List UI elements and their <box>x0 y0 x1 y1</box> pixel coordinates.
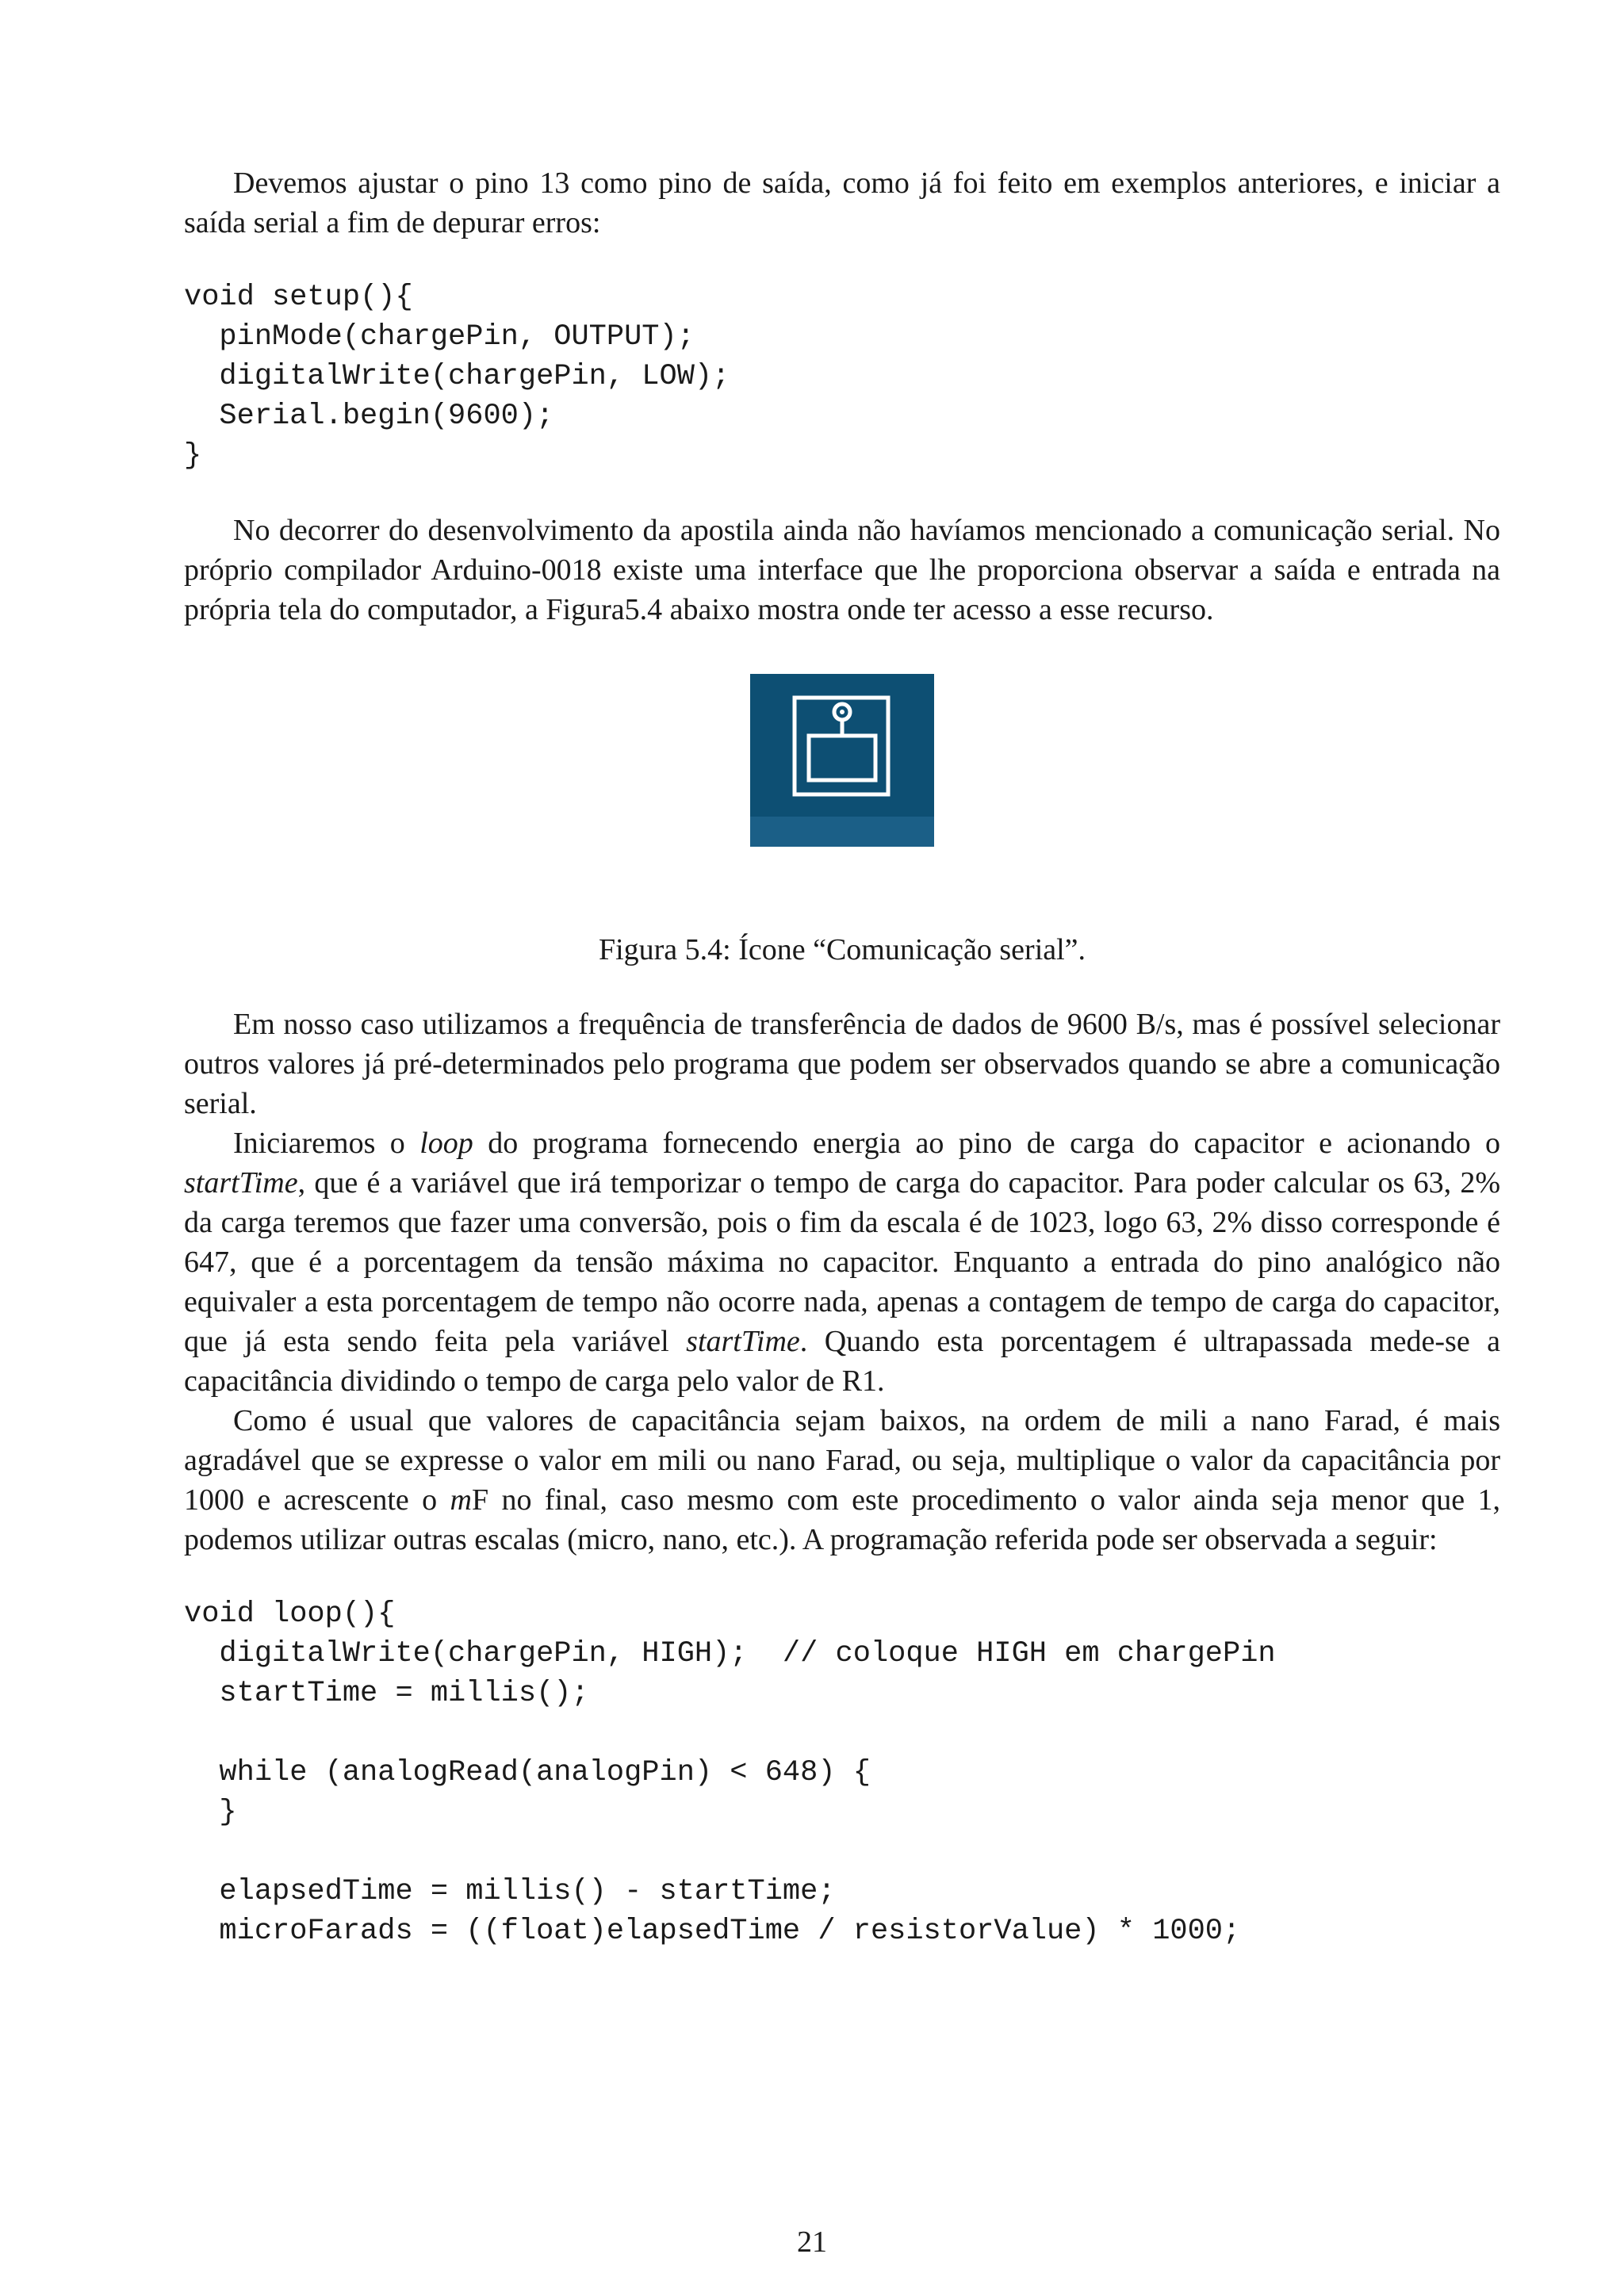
code-line <box>184 1832 1500 1872</box>
code-line: microFarads = ((float)elapsedTime / resistorValue) * 1000; <box>184 1915 1241 1948</box>
paragraph-units <box>184 1401 1500 1559</box>
code-line: digitalWrite(chargePin, HIGH); // coloque HIGH em chargePin <box>184 1637 1276 1670</box>
paragraph-loop <box>184 1123 1500 1401</box>
text: Como é usual que valores de capacitância sejam baixos, na ordem de mili a nano Farad, é mais agradável que se expresse o valor em mili ou nano Farad, ou seja, multiplique o valor da capacitância por 1000 e acrescente o <box>184 1404 1500 1517</box>
code-line: digitalWrite(chargePin, LOW); <box>184 360 730 393</box>
figure-5-4 <box>184 674 1500 970</box>
serial-monitor-icon <box>750 674 934 847</box>
code-line: void loop(){ <box>184 1598 396 1631</box>
text: F no final, caso mesmo com este procedimento o valor ainda seja menor que 1, podemos utilizar outras escalas (micro, nano, etc.). A programação referida pode ser observada a seguir: <box>184 1483 1500 1556</box>
code-line <box>184 1713 1500 1753</box>
page-content <box>184 163 1500 1951</box>
unit-m: m <box>450 1483 472 1517</box>
code-line: } <box>184 439 202 473</box>
code-line: elapsedTime = millis() - startTime; <box>184 1875 836 1908</box>
code-line: startTime = millis(); <box>184 1677 589 1710</box>
text: , que é a variável que irá temporizar o tempo de carga do capacitor. Para poder calcular os 63, 2% da carga teremos que fazer uma conversão, pois o fim da escala é de 1023, logo 63, 2% disso corresponde é 647, que é a porcentagem da tensão máxima no capacitor. Enquanto a entrada do pino analógico não equivaler a esta porcentagem de tempo não ocorre nada, apenas a contagem de tempo de carga do capacitor, que já esta sendo feita pela variável <box>184 1166 1500 1358</box>
paragraph-intro: Devemos ajustar o pino 13 como pino de saída, como já foi feito em exemplos anteriores, e iniciar a saída serial a fim de depurar erros: <box>184 166 1500 239</box>
code-block-loop <box>184 1594 1500 1951</box>
code-line: while (analogRead(analogPin) < 648) { <box>184 1756 871 1789</box>
term-loop: loop <box>419 1127 473 1160</box>
code-line: Serial.begin(9600); <box>184 400 554 433</box>
icon-bottom-strip <box>750 817 934 847</box>
term-starttime: startTime <box>686 1325 800 1358</box>
term-starttime: startTime <box>184 1166 298 1200</box>
paragraph-serial: No decorrer do desenvolvimento da apostila ainda não havíamos mencionado a comunicação serial. No próprio compilador Arduino-0018 existe uma interface que lhe proporciona observar a saída e entrada na própria tela do computador, a Figura5.4 abaixo mostra onde ter acesso a esse recurso. <box>184 514 1500 626</box>
code-block-setup <box>184 277 1500 476</box>
code-line: void setup(){ <box>184 281 413 314</box>
text: . Quando esta porcentagem é ultrapassada mede-se a capacitância dividindo o tempo de carga pelo valor de R1. <box>184 1325 1500 1398</box>
code-line: } <box>184 1796 237 1829</box>
text: Iniciaremos o <box>233 1127 420 1160</box>
page-number: 21 <box>797 2225 827 2259</box>
code-line: pinMode(chargePin, OUTPUT); <box>184 320 695 354</box>
paragraph-baud: Em nosso caso utilizamos a frequência de transferência de dados de 9600 B/s, mas é possível selecionar outros valores já pré-determinados pelo programa que podem ser observados quando se abre a comunicação serial. <box>184 1008 1500 1120</box>
figure-caption: Figura 5.4: Ícone “Comunicação serial”. <box>598 933 1086 966</box>
text: do programa fornecendo energia ao pino de carga do capacitor e acionando o <box>473 1127 1500 1160</box>
